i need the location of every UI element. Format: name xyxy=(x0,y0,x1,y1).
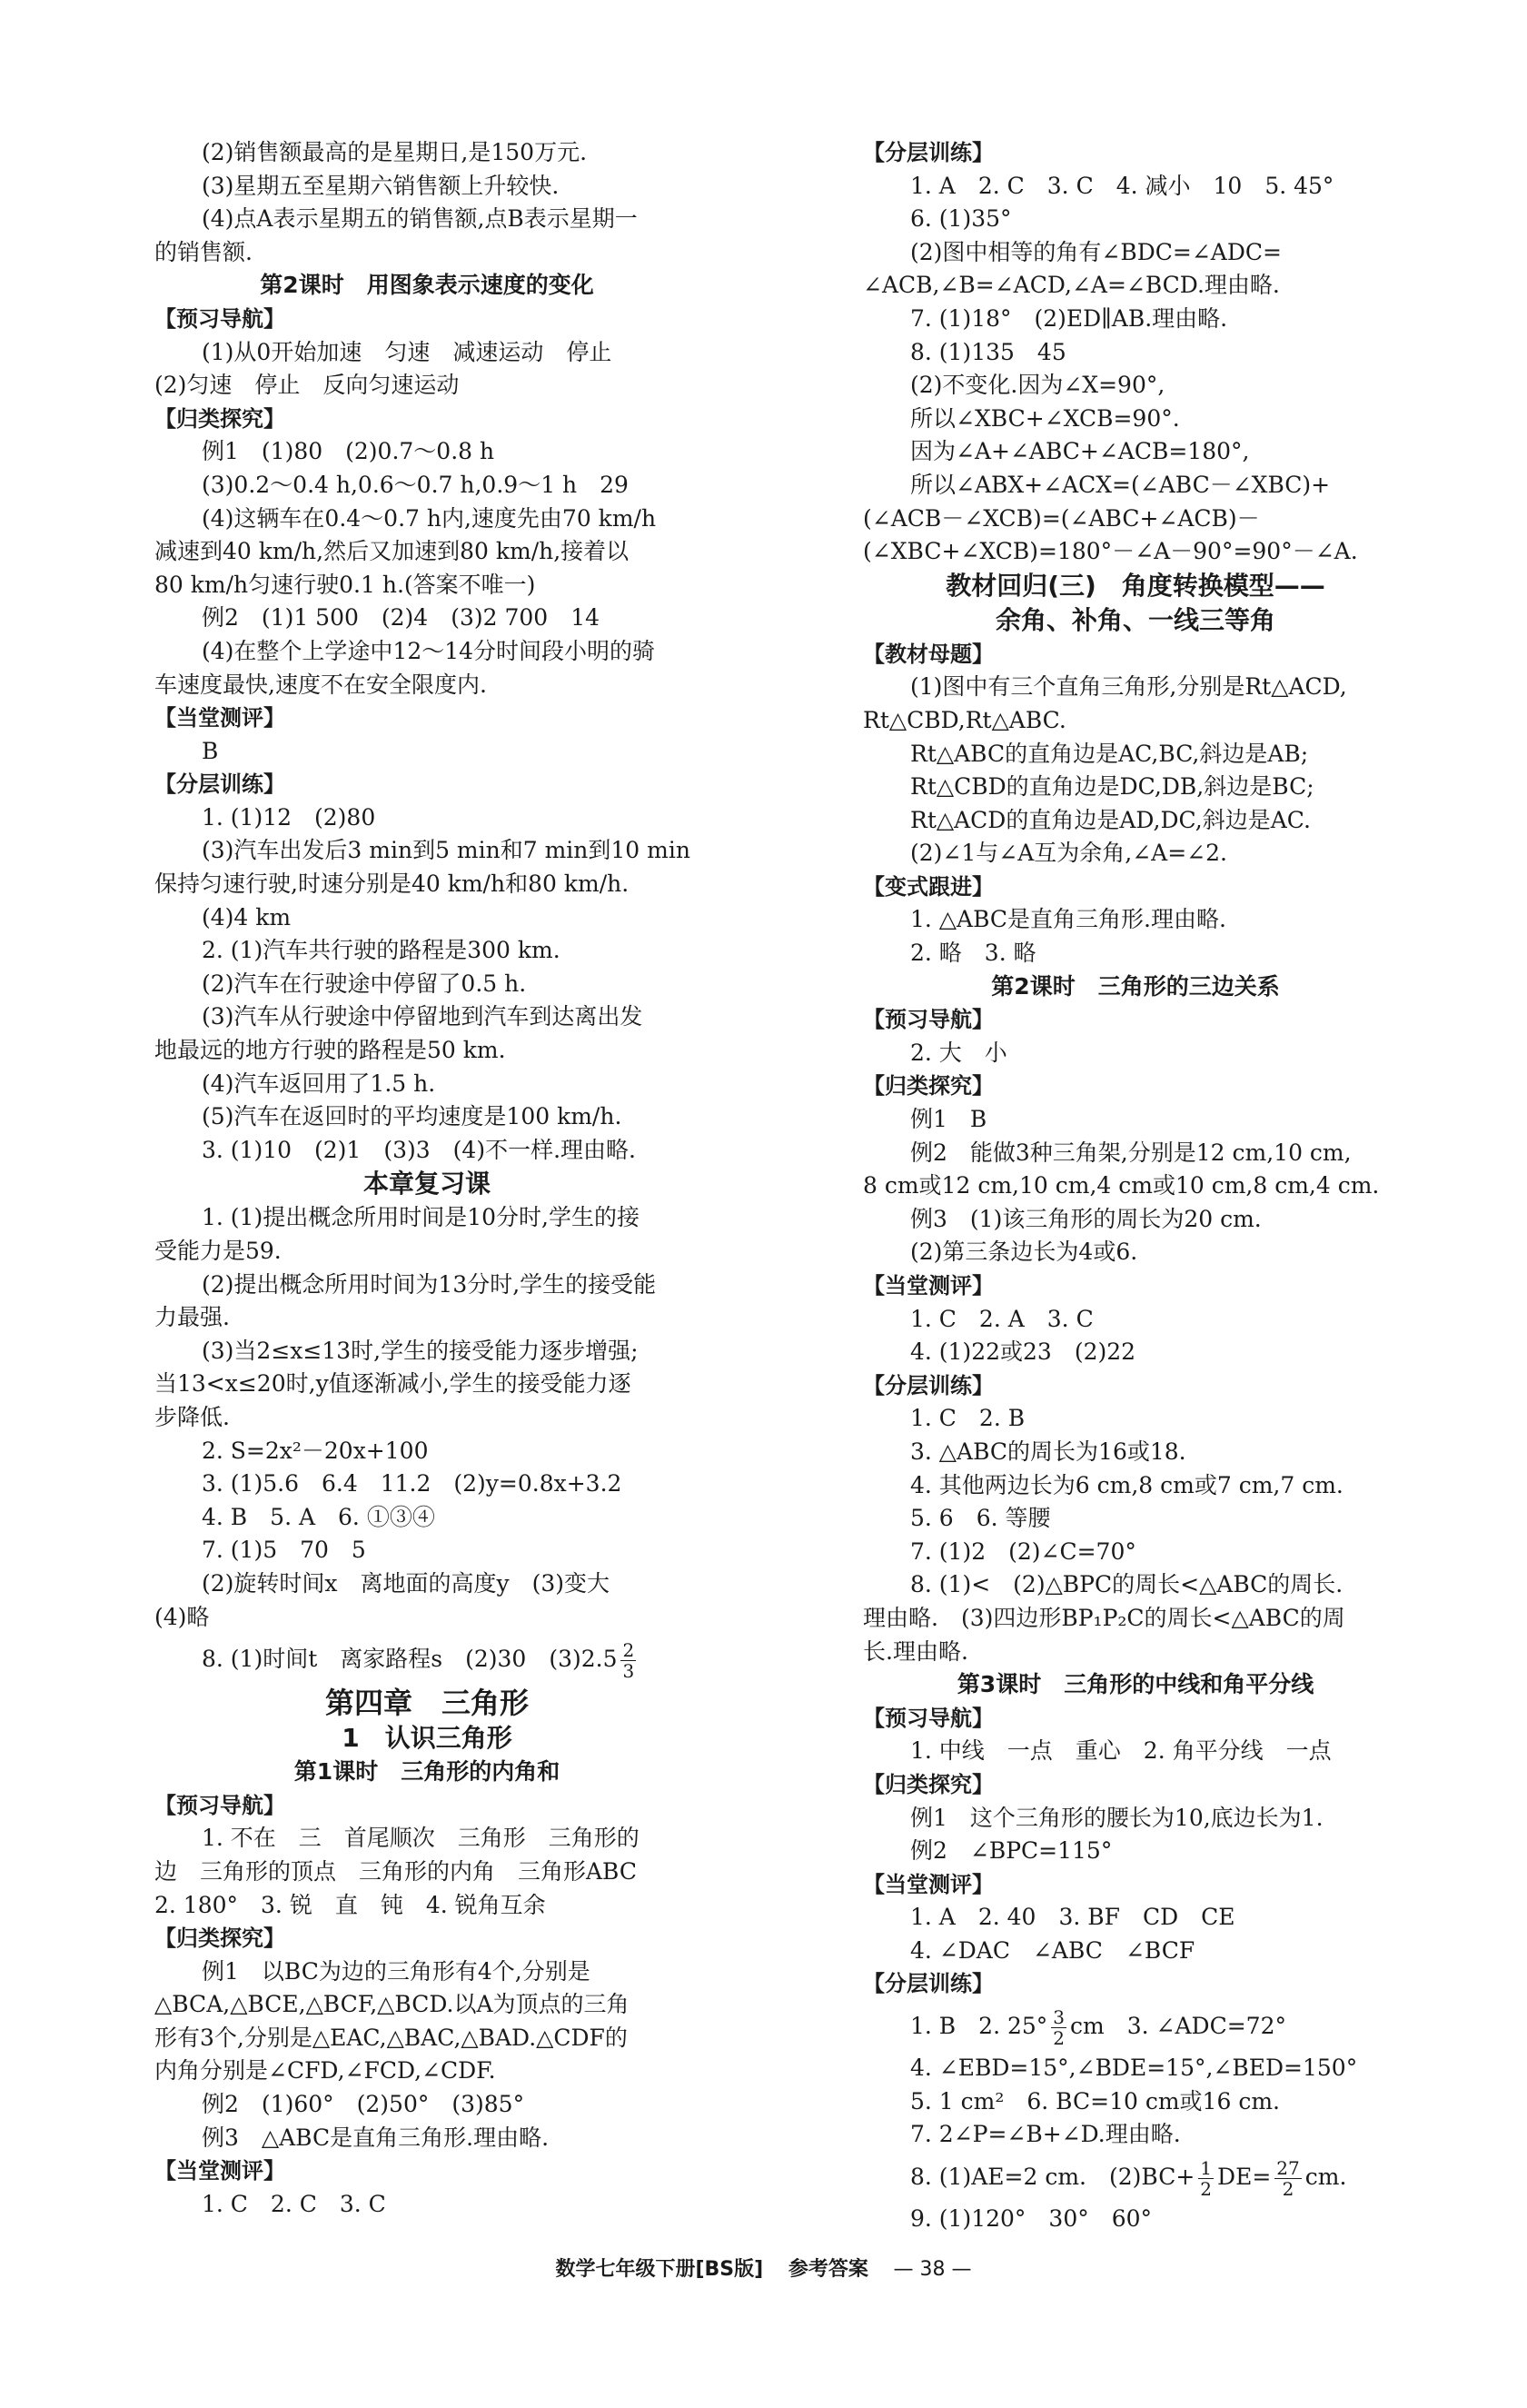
line-text: 7. (1)18° (2)ED∥AB.理由略. xyxy=(910,304,1228,332)
line-text: 所以∠ABX+∠ACX=(∠ABC－∠XBC)+ xyxy=(910,471,1331,498)
line-text: 当13<x≤20时,y值逐渐减小,学生的接受能力逐 xyxy=(154,1370,631,1398)
line-text: 【预习导航】 xyxy=(154,1792,285,1818)
answer-line xyxy=(154,1301,699,1335)
fraction-numerator: 3 xyxy=(1053,2006,1066,2029)
answer-line xyxy=(863,170,1408,204)
line-text: (3)汽车出发后3 min到5 min和7 min到10 min xyxy=(202,837,690,864)
page-footer xyxy=(0,2254,1527,2282)
line-text: 【归类探究】 xyxy=(863,1771,994,1797)
answer-line xyxy=(863,469,1408,502)
line-text: 4. 其他两边长为6 cm,8 cm或7 cm,7 cm. xyxy=(910,1471,1344,1498)
answer-line xyxy=(154,1269,699,1302)
answer-line xyxy=(154,934,699,968)
answer-line xyxy=(863,903,1408,937)
section-heading xyxy=(863,1668,1408,1702)
line-text: 3. △ABC的周长为16或18. xyxy=(910,1438,1186,1465)
line-text: 第1课时 三角形的内角和 xyxy=(293,1758,560,1786)
fraction xyxy=(1051,2007,1066,2048)
line-text: 理由略. (3)四边形BP₁P₂C的周长<△ABC的周 xyxy=(863,1604,1345,1631)
section-heading xyxy=(863,970,1408,1004)
line-text: 4. ∠EBD=15°,∠BDE=15°,∠BED=150° xyxy=(910,2055,1358,2082)
line-text: Rt△ACD的直角边是AD,DC,斜边是AC. xyxy=(910,806,1311,833)
line-text: (2)∠1与∠A互为余角,∠A=∠2. xyxy=(910,840,1227,867)
line-text: (4)汽车返回用了1.5 h. xyxy=(202,1070,436,1097)
answer-line xyxy=(863,1402,1408,1436)
line-text: 【预习导航】 xyxy=(154,305,285,332)
line-text: 例2 (1)1 500 (2)4 (3)2 700 14 xyxy=(202,604,600,632)
line-text: (4)这辆车在0.4～0.7 h内,速度先由70 km/h xyxy=(202,504,657,532)
answer-line xyxy=(863,1469,1408,1503)
line-text: 受能力是59. xyxy=(154,1238,282,1264)
line-text: 8 cm或12 cm,10 cm,4 cm或10 cm,8 cm,4 cm. xyxy=(863,1172,1380,1199)
answer-line xyxy=(154,868,699,901)
answer-line xyxy=(154,834,699,868)
line-text: 第四章 三角形 xyxy=(324,1686,529,1721)
line-text: 8. (1)时间t 离家路程s (2)30 (3)2.5 xyxy=(202,1646,618,1673)
line-text: 长.理由略. xyxy=(863,1637,968,1665)
section-heading xyxy=(154,702,699,735)
section-heading xyxy=(154,768,699,801)
answer-line xyxy=(154,968,699,1001)
answer-line xyxy=(154,1201,699,1235)
answer-line xyxy=(863,1536,1408,1569)
answer-line xyxy=(154,2055,699,2088)
line-text: 地最远的地方行驶的路程是50 km. xyxy=(154,1037,506,1064)
line-text: 车速度最快,速度不在安全限度内. xyxy=(154,671,487,698)
line-text: 第2课时 三角形的三边关系 xyxy=(991,972,1280,1000)
line-text: (3)0.2～0.4 h,0.6～0.7 h,0.9～1 h 29 xyxy=(202,471,629,498)
line-text: 例1 这个三角形的腰长为10,底边长为1. xyxy=(910,1804,1324,1831)
line-text-after: DE= xyxy=(1217,2163,1272,2190)
line-text: 第2课时 用图象表示速度的变化 xyxy=(260,272,594,299)
answer-line xyxy=(154,435,699,469)
answer-line xyxy=(863,1336,1408,1369)
line-text: (2)不变化.因为∠X=90°, xyxy=(910,372,1165,399)
line-text: 6. (1)35° xyxy=(910,205,1012,233)
line-text: (∠ACB－∠XCB)=(∠ABC+∠ACB)－ xyxy=(863,504,1260,532)
answer-line xyxy=(863,1203,1408,1237)
line-text: 本章复习课 xyxy=(362,1169,491,1199)
answer-line xyxy=(154,1068,699,1101)
answer-line xyxy=(863,1802,1408,1836)
line-text: (1)从0开始加速 匀速 减速运动 停止 xyxy=(202,338,612,365)
fraction xyxy=(620,1640,636,1681)
line-text: (2)提出概念所用时间为13分时,学生的接受能 xyxy=(202,1270,657,1298)
line-text: 例2 ∠BPC=115° xyxy=(910,1837,1113,1865)
section-heading xyxy=(154,403,699,436)
answer-line xyxy=(154,1567,699,1601)
line-text: (1)图中有三个直角三角形,分别是Rt△ACD, xyxy=(910,673,1347,701)
section-heading xyxy=(154,1789,699,1823)
answer-line xyxy=(154,1100,699,1134)
answer-line xyxy=(154,2122,699,2155)
answer-line xyxy=(154,1988,699,2022)
answer-line xyxy=(863,203,1408,236)
page-number: — 38 — xyxy=(893,2258,972,2281)
answer-line xyxy=(863,2203,1408,2236)
answer-line xyxy=(154,1468,699,1501)
line-text: 【当堂测评】 xyxy=(154,705,285,731)
line-text: (4)4 km xyxy=(202,903,292,930)
line-text: 【分层训练】 xyxy=(863,1971,994,1997)
line-text: 【当堂测评】 xyxy=(863,1273,994,1299)
line-text: 【变式跟进】 xyxy=(863,873,994,900)
line-text: (2)汽车在行驶途中停留了0.5 h. xyxy=(202,970,527,997)
answer-line xyxy=(154,170,699,204)
line-text: (2)旋转时间x 离地面的高度y (3)变大 xyxy=(202,1569,610,1597)
section-heading xyxy=(154,1756,699,1789)
line-text: 【分层训练】 xyxy=(863,1372,994,1398)
line-text: 80 km/h匀速行驶0.1 h.(答案不唯一) xyxy=(154,571,536,598)
line-text: 1 认识三角形 xyxy=(342,1723,512,1754)
answer-line xyxy=(863,535,1408,569)
answer-line xyxy=(154,1601,699,1635)
answer-line xyxy=(863,1901,1408,1935)
line-text: 7. 2∠P=∠B+∠D.理由略. xyxy=(910,2121,1181,2148)
answer-line xyxy=(154,2188,699,2222)
answer-line xyxy=(154,901,699,935)
line-text: Rt△CBD,Rt△ABC. xyxy=(863,706,1066,733)
answer-line xyxy=(154,535,699,569)
line-text: 2. S=2x²－20x+100 xyxy=(202,1437,429,1464)
answer-line xyxy=(863,403,1408,436)
line-text: 2. 略 3. 略 xyxy=(910,940,1036,967)
line-text: 4. (1)22或23 (2)22 xyxy=(910,1338,1136,1366)
line-text: (4)在整个上学途中12～14分时间段小明的骑 xyxy=(202,637,656,664)
section-heading xyxy=(154,1922,699,1955)
answer-line xyxy=(154,136,699,170)
answer-line xyxy=(154,669,699,702)
line-text: (2)销售额最高的是星期日,是150万元. xyxy=(202,139,588,165)
section-heading xyxy=(154,303,699,336)
answer-line xyxy=(154,1335,699,1368)
line-text: 【归类探究】 xyxy=(863,1073,994,1100)
section-heading xyxy=(863,603,1408,638)
answer-line xyxy=(154,1000,699,1034)
line-text: 保持匀速行驶,时速分别是40 km/h和80 km/h. xyxy=(154,871,630,898)
answer-line xyxy=(154,203,699,236)
section-heading xyxy=(863,638,1408,672)
answer-line xyxy=(154,502,699,536)
line-text: 【当堂测评】 xyxy=(863,1871,994,1897)
line-text: (3)星期五至星期六销售额上升较快. xyxy=(202,172,560,199)
line-text: (5)汽车在返回时的平均速度是100 km/h. xyxy=(202,1103,622,1130)
line-text: (2)图中相等的角有∠BDC=∠ADC= xyxy=(910,238,1282,265)
answer-line xyxy=(154,635,699,669)
answer-line xyxy=(154,569,699,602)
line-text: 1. (1)12 (2)80 xyxy=(202,803,376,831)
answer-line xyxy=(863,671,1408,704)
answer-line xyxy=(863,2118,1408,2152)
answer-line xyxy=(863,336,1408,370)
line-text: 第3课时 三角形的中线和角平分线 xyxy=(957,1671,1314,1698)
answer-line xyxy=(154,1955,699,1989)
fraction-denominator: 2 xyxy=(1200,2177,1213,2200)
answer-line xyxy=(154,1856,699,1889)
answer-line xyxy=(154,1401,699,1435)
footer-section: 参考答案 xyxy=(788,2258,868,2281)
line-text: B xyxy=(202,737,219,764)
answer-line xyxy=(154,236,699,270)
answer-line xyxy=(863,2052,1408,2085)
section-heading xyxy=(154,1167,699,1201)
line-text: 8. (1)< (2)△BPC的周长<△ABC的周长. xyxy=(910,1571,1344,1598)
line-text: 教材回归(三) 角度转换模型—— xyxy=(946,570,1325,601)
answer-line xyxy=(154,735,699,769)
line-text: (4)略 xyxy=(154,1603,210,1630)
line-text: 例2 (1)60° (2)50° (3)85° xyxy=(202,2091,525,2118)
line-text: 1. C 2. B xyxy=(910,1405,1026,1432)
answer-line xyxy=(154,1634,699,1685)
line-text: 【教材母题】 xyxy=(863,641,994,667)
answer-line xyxy=(863,1935,1408,1968)
right-column xyxy=(863,136,1408,2235)
fraction xyxy=(1198,2158,1214,2199)
answer-line xyxy=(154,1822,699,1856)
answer-line xyxy=(154,336,699,370)
line-text: 步降低. xyxy=(154,1403,230,1430)
line-text: 【分层训练】 xyxy=(863,140,994,165)
section-heading xyxy=(863,1269,1408,1303)
line-text: 2. 大 小 xyxy=(910,1039,1007,1066)
answer-line xyxy=(863,1502,1408,1536)
line-text: 【归类探究】 xyxy=(154,1925,285,1952)
line-text-after-2: cm. xyxy=(1304,2163,1347,2190)
left-column xyxy=(154,136,699,2221)
line-text: 1. △ABC是直角三角形.理由略. xyxy=(910,906,1226,933)
line-text: 9. (1)120° 30° 60° xyxy=(910,2204,1153,2232)
answer-line xyxy=(863,804,1408,838)
answer-line xyxy=(154,1368,699,1401)
line-text: 力最强. xyxy=(154,1304,230,1331)
answer-line xyxy=(863,771,1408,804)
line-text: △BCA,△BCE,△BCF,△BCD.以A为顶点的三角 xyxy=(154,1991,630,2018)
section-heading xyxy=(154,269,699,303)
section-heading xyxy=(154,2154,699,2188)
line-text: 形有3个,分别是△EAC,△BAC,△BAD.△CDF的 xyxy=(154,2024,628,2051)
answer-line xyxy=(863,1568,1408,1602)
line-text: 边 三角形的顶点 三角形的内角 三角形ABC xyxy=(154,1857,638,1885)
answer-line xyxy=(863,1169,1408,1203)
line-text: 4. B 5. A 6. ①③④ xyxy=(202,1503,435,1530)
line-text: 3. (1)5.6 6.4 11.2 (2)y=0.8x+3.2 xyxy=(202,1470,622,1498)
answer-line xyxy=(863,369,1408,403)
answer-line xyxy=(154,369,699,403)
line-text: 因为∠A+∠ABC+∠ACB=180°, xyxy=(910,438,1250,465)
section-heading xyxy=(863,1967,1408,2001)
answer-line xyxy=(863,303,1408,336)
line-text: Rt△ABC的直角边是AC,BC,斜边是AB; xyxy=(910,740,1309,767)
fraction-2-denominator: 2 xyxy=(1282,2177,1294,2200)
answer-line xyxy=(154,602,699,635)
line-text: Rt△CBD的直角边是DC,DB,斜边是BC; xyxy=(910,773,1314,801)
line-text: 所以∠XBC+∠XCB=90°. xyxy=(910,404,1180,432)
answer-line xyxy=(863,1602,1408,1636)
line-text: 例3 △ABC是直角三角形.理由略. xyxy=(202,2124,550,2151)
line-text: 【当堂测评】 xyxy=(154,2158,285,2184)
answer-line xyxy=(154,1889,699,1923)
line-text: 内角分别是∠CFD,∠FCD,∠CDF. xyxy=(154,2057,496,2085)
line-text: 2. 180° 3. 锐 直 钝 4. 锐角互余 xyxy=(154,1891,546,1918)
answer-line xyxy=(863,1037,1408,1070)
answer-line xyxy=(863,1103,1408,1137)
section-heading xyxy=(863,569,1408,603)
line-text: ∠ACB,∠B=∠ACD,∠A=∠BCD.理由略. xyxy=(863,272,1280,299)
line-text: 例1 B xyxy=(910,1106,987,1133)
fraction-2 xyxy=(1274,2158,1301,2199)
line-text: 例1 (1)80 (2)0.7～0.8 h xyxy=(202,438,495,465)
answer-line xyxy=(863,2085,1408,2119)
line-text: 减速到40 km/h,然后又加速到80 km/h,接着以 xyxy=(154,538,630,565)
fraction-numerator: 1 xyxy=(1200,2156,1213,2179)
line-text: 4. ∠DAC ∠ABC ∠BCF xyxy=(910,1936,1195,1964)
line-text: 1. C 2. A 3. C xyxy=(910,1305,1094,1332)
line-text: (4)点A表示星期五的销售额,点B表示星期一 xyxy=(202,205,638,233)
line-text: 的销售额. xyxy=(154,238,253,265)
fraction-numerator: 2 xyxy=(622,1639,635,1662)
answer-line xyxy=(863,704,1408,738)
section-heading xyxy=(863,1702,1408,1736)
line-text: 1. A 2. C 3. C 4. 减小 10 5. 45° xyxy=(910,172,1334,199)
line-text: 【分层训练】 xyxy=(154,771,285,798)
answer-line xyxy=(863,1303,1408,1337)
line-text: 5. 1 cm² 6. BC=10 cm或16 cm. xyxy=(910,2087,1280,2114)
fraction-denominator: 3 xyxy=(622,1660,635,1683)
line-text: 例3 (1)该三角形的周长为20 cm. xyxy=(910,1205,1262,1232)
answer-line xyxy=(154,1235,699,1269)
line-text: (2)匀速 停止 反向匀速运动 xyxy=(154,372,460,399)
line-text: 1. 中线 一点 重心 2. 角平分线 一点 xyxy=(910,1737,1332,1765)
line-text: 例1 以BC为边的三角形有4个,分别是 xyxy=(202,1957,590,1985)
answer-line xyxy=(863,1137,1408,1170)
answer-line xyxy=(863,269,1408,303)
section-heading xyxy=(863,1070,1408,1103)
line-text: (3)汽车从行驶途中停留地到汽车到达离出发 xyxy=(202,1003,643,1030)
line-text: 7. (1)2 (2)∠C=70° xyxy=(910,1537,1136,1565)
line-text: (∠XBC+∠XCB)=180°－∠A－90°=90°－∠A. xyxy=(863,538,1358,565)
line-text: 1. 不在 三 首尾顺次 三角形 三角形的 xyxy=(202,1825,640,1852)
answer-line xyxy=(154,469,699,502)
fraction-2-numerator: 27 xyxy=(1276,2156,1300,2179)
answer-line xyxy=(863,2152,1408,2203)
line-text: 2. (1)汽车共行驶的路程是300 km. xyxy=(202,937,560,964)
line-text: 【归类探究】 xyxy=(154,405,285,432)
section-heading xyxy=(154,1685,699,1721)
line-text: 例2 能做3种三角架,分别是12 cm,10 cm, xyxy=(910,1139,1352,1166)
answer-line xyxy=(154,801,699,835)
answer-line xyxy=(863,1236,1408,1269)
answer-line xyxy=(863,502,1408,536)
line-text: 【预习导航】 xyxy=(863,1705,994,1731)
line-text: 1. C 2. C 3. C xyxy=(202,2190,386,2217)
line-text: 7. (1)5 70 5 xyxy=(202,1537,366,1564)
answer-line xyxy=(863,1636,1408,1669)
answer-line xyxy=(863,1436,1408,1469)
line-text: (2)第三条边长为4或6. xyxy=(910,1239,1138,1266)
line-text: 3. (1)10 (2)1 (3)3 (4)不一样.理由略. xyxy=(202,1136,636,1163)
section-heading xyxy=(863,136,1408,170)
answer-line xyxy=(863,2001,1408,2052)
answer-line xyxy=(863,937,1408,970)
answer-line xyxy=(863,738,1408,771)
answer-line xyxy=(863,1735,1408,1768)
line-text: 1. (1)提出概念所用时间是10分时,学生的接 xyxy=(202,1204,640,1231)
footer-subject: 数学七年级下册[BS版] xyxy=(555,2258,764,2281)
line-text: 1. B 2. 25° xyxy=(910,2013,1048,2040)
line-text-after: cm 3. ∠ADC=72° xyxy=(1070,2013,1286,2040)
section-heading xyxy=(863,1868,1408,1902)
answer-line xyxy=(154,1501,699,1535)
answer-line xyxy=(154,1134,699,1168)
line-text: (3)当2≤x≤13时,学生的接受能力逐步增强; xyxy=(202,1337,639,1364)
section-heading xyxy=(154,1721,699,1756)
answer-line xyxy=(863,435,1408,469)
section-heading xyxy=(863,1003,1408,1037)
fraction-denominator: 2 xyxy=(1053,2027,1066,2050)
answer-line xyxy=(154,1034,699,1068)
line-text: 8. (1)AE=2 cm. (2)BC+ xyxy=(910,2163,1195,2190)
section-heading xyxy=(863,1768,1408,1802)
answer-line xyxy=(154,1435,699,1468)
answer-line xyxy=(863,236,1408,270)
line-text: 1. A 2. 40 3. BF CD CE xyxy=(910,1904,1235,1931)
answer-line xyxy=(154,1534,699,1567)
answer-line xyxy=(154,2022,699,2055)
section-heading xyxy=(863,1369,1408,1403)
line-text: 8. (1)135 45 xyxy=(910,338,1066,365)
line-text: 5. 6 6. 等腰 xyxy=(910,1505,1051,1532)
line-text: 【预习导航】 xyxy=(863,1007,994,1033)
answer-line xyxy=(154,2088,699,2122)
answer-line xyxy=(863,837,1408,871)
line-text: 余角、补角、一线三等角 xyxy=(995,604,1275,635)
section-heading xyxy=(863,871,1408,904)
answer-line xyxy=(863,1835,1408,1868)
